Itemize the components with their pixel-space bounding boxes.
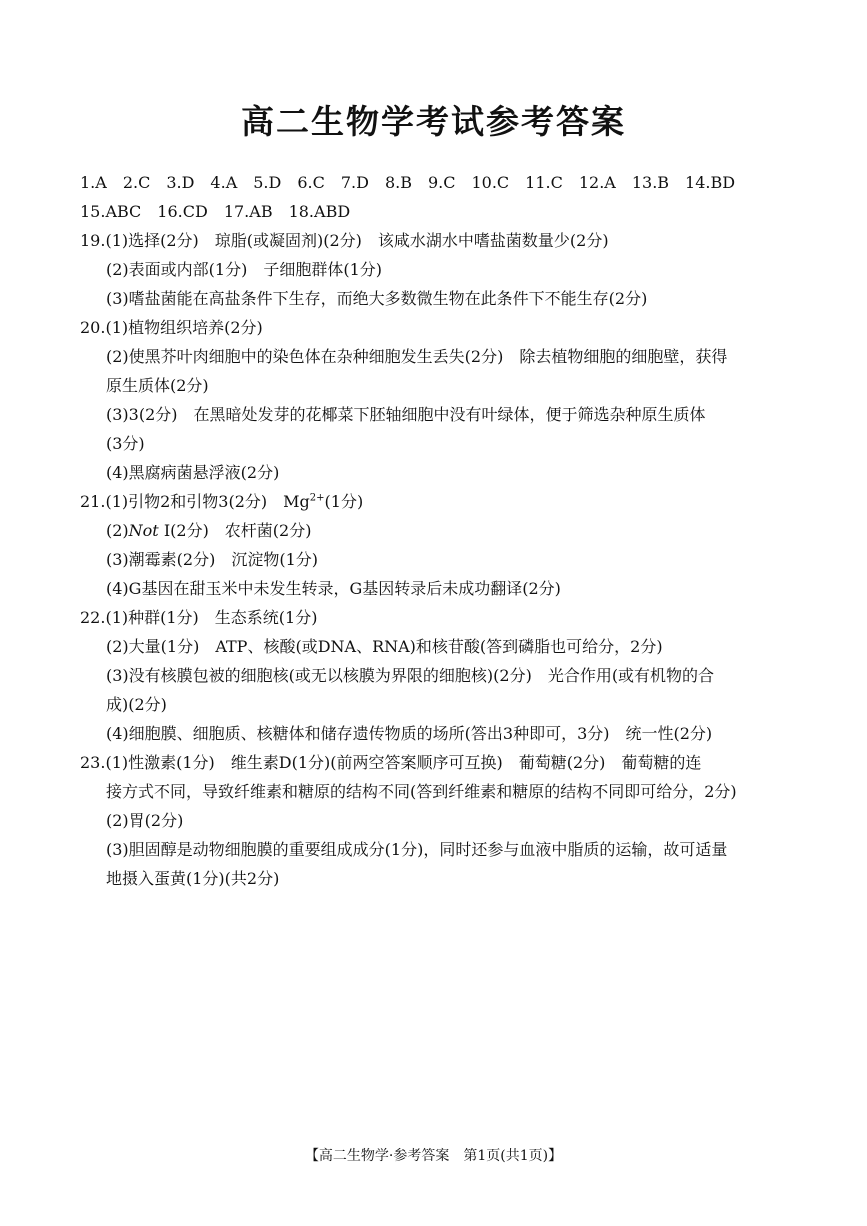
q22-line-2: (2)大量(1分) ATP、核酸(或DNA、RNA)和核苷酸(答到磷脂也可给分，2分) bbox=[106, 637, 663, 656]
q19-line-3: (3)嗜盐菌能在高盐条件下生存，而绝大多数微生物在此条件下不能生存(2分) bbox=[106, 289, 648, 308]
q21-line-1 bbox=[80, 487, 792, 516]
enzyme-name: Not bbox=[128, 521, 159, 540]
q20-line-3: 原生质体(2分) bbox=[106, 376, 209, 395]
q23-line-4: (3)胆固醇是动物细胞膜的重要组成成分(1分)，同时还参与血液中脂质的运输，故可适量 bbox=[106, 840, 728, 859]
mg-superscript: 2+ bbox=[309, 492, 325, 504]
mc-answers-row-2: 15.ABC 16.CD 17.AB 18.ABD bbox=[80, 202, 351, 221]
q20-line-4: (3)3(2分) 在黑暗处发芽的花椰菜下胚轴细胞中没有叶绿体，便于筛选杂种原生质体 bbox=[106, 405, 706, 424]
q21-line-2-text: Ⅰ(2分) 农杆菌(2分) bbox=[158, 521, 312, 540]
q20-line-1: 20.(1)植物组织培养(2分) bbox=[80, 318, 263, 337]
q21-line-1-score: (1分) bbox=[324, 492, 364, 511]
page-title: 高二生物学考试参考答案 bbox=[241, 102, 626, 141]
q20-line-2: (2)使黑芥叶肉细胞中的染色体在杂种细胞发生丢失(2分) 除去植物细胞的细胞壁，获得 bbox=[106, 347, 728, 366]
q21-line-4: (4)G基因在甜玉米中未发生转录，G基因转录后未成功翻译(2分) bbox=[106, 579, 561, 598]
q20-line-5: (3分) bbox=[106, 434, 145, 453]
q19-line-2: (2)表面或内部(1分) 子细胞群体(1分) bbox=[106, 260, 382, 279]
q19-line-1: 19.(1)选择(2分) 琼脂(或凝固剂)(2分) 该咸水湖水中嗜盐菌数量少(2分) bbox=[80, 231, 609, 250]
q21-line-2-prefix: (2) bbox=[106, 521, 129, 540]
answer-content bbox=[80, 168, 792, 893]
q23-line-1: 23.(1)性激素(1分) 维生素D(1分)(前两空答案顺序可互换) 葡萄糖(2分) 葡萄糖的连 bbox=[80, 753, 702, 772]
q20-line-6: (4)黑腐病菌悬浮液(2分) bbox=[106, 463, 280, 482]
q22-line-1: 22.(1)种群(1分) 生态系统(1分) bbox=[80, 608, 318, 627]
q22-line-3: (3)没有核膜包被的细胞核(或无以核膜为界限的细胞核)(2分) 光合作用(或有机物的合 bbox=[106, 666, 715, 685]
q21-line-2 bbox=[80, 516, 792, 545]
q23-line-2: 接方式不同，导致纤维素和糖原的结构不同(答到纤维素和糖原的结构不同即可给分，2分) bbox=[106, 782, 737, 801]
q22-line-5: (4)细胞膜、细胞质、核糖体和储存遗传物质的场所(答出3种即可，3分) 统一性(2分) bbox=[106, 724, 713, 743]
q21-line-1-text: 21.(1)引物2和引物3(2分) Mg bbox=[80, 492, 310, 511]
page-footer: 【高二生物学·参考答案 第1页(共1页)】 bbox=[304, 1148, 563, 1164]
mc-answers-row-1: 1.A 2.C 3.D 4.A 5.D 6.C 7.D 8.B 9.C 10.C 11.C 12.A 13.B 14.BD bbox=[80, 173, 736, 192]
q21-line-3: (3)潮霉素(2分) 沉淀物(1分) bbox=[106, 550, 318, 569]
q23-line-3: (2)胃(2分) bbox=[106, 811, 184, 830]
q23-line-5: 地摄入蛋黄(1分)(共2分) bbox=[106, 869, 280, 888]
q22-line-4: 成)(2分) bbox=[106, 695, 167, 714]
